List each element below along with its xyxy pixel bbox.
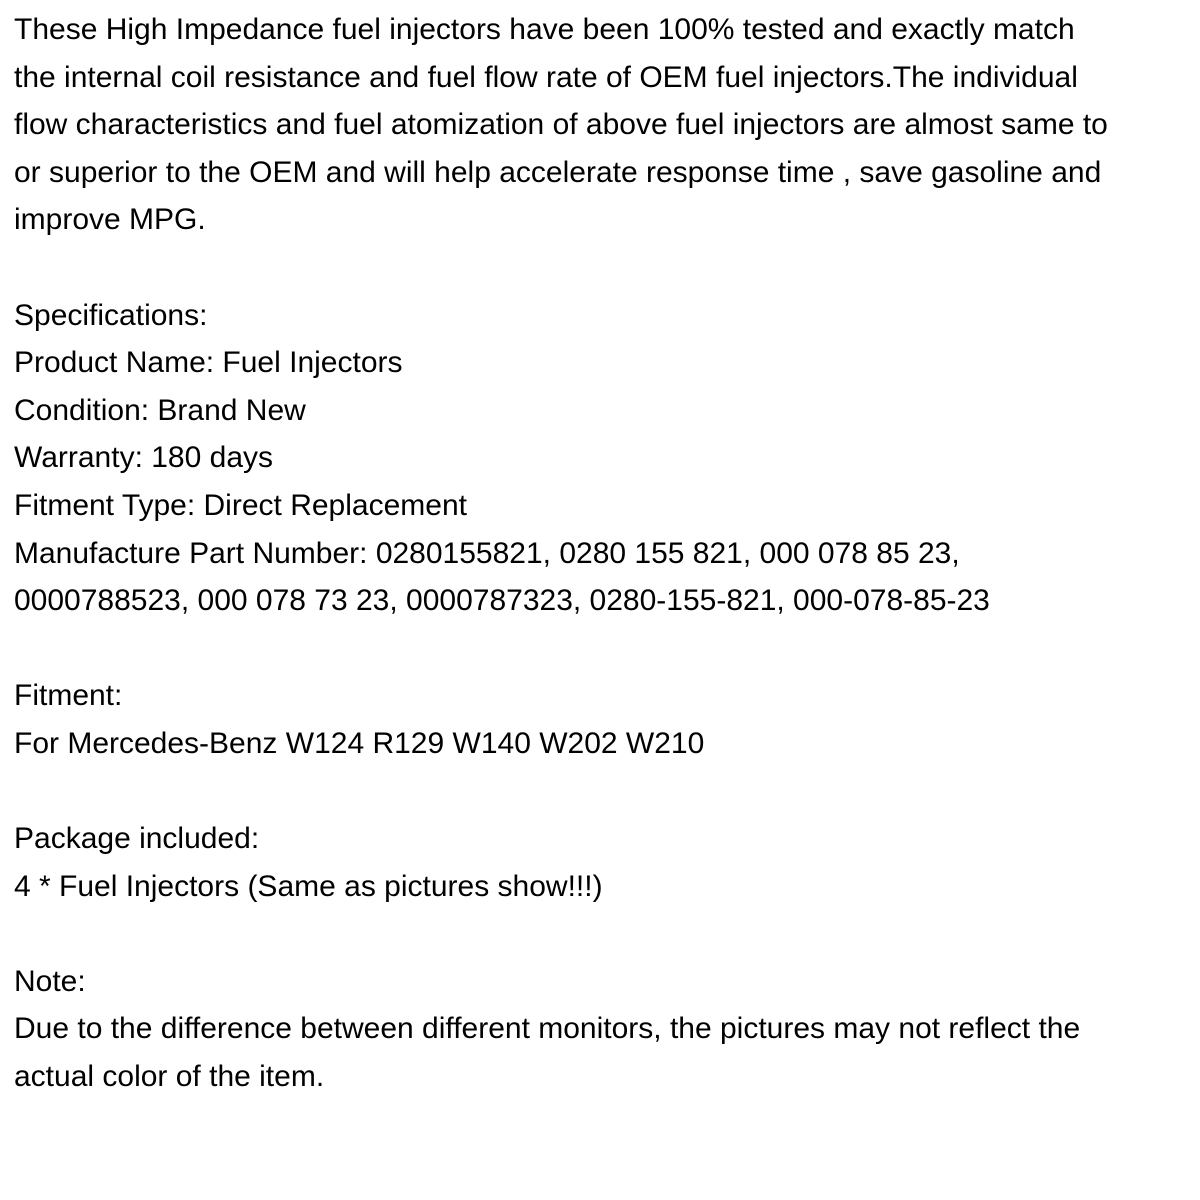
spacer — [14, 910, 1186, 958]
spacer — [14, 625, 1186, 673]
note-text: Due to the difference between different monitors, the pictures may not reflect the — [14, 1012, 1081, 1046]
specifications-heading: Specifications: — [14, 298, 208, 332]
spacer — [14, 244, 1186, 292]
package-section — [14, 815, 1186, 910]
intro-line: the internal coil resistance and fuel flow rate of OEM fuel injectors.The individual — [14, 60, 1078, 94]
spec-fitment-type: Fitment Type: Direct Replacement — [14, 488, 467, 522]
note-text-continued: actual color of the item. — [14, 1060, 325, 1094]
intro-line: These High Impedance fuel injectors have been 100% tested and exactly match — [14, 13, 1075, 46]
spec-product-name: Product Name: Fuel Injectors — [14, 346, 403, 380]
intro-line: improve MPG. — [14, 203, 206, 237]
fitment-section — [14, 672, 1186, 767]
spec-part-number: Manufacture Part Number: 0280155821, 0280 155 821, 000 078 85 23, — [14, 536, 960, 570]
note-heading: Note: — [14, 964, 86, 998]
intro-line: or superior to the OEM and will help accelerate response time , save gasoline and — [14, 155, 1102, 189]
spec-warranty: Warranty: 180 days — [14, 441, 273, 475]
spec-condition: Condition: Brand New — [14, 393, 306, 427]
package-text: 4 * Fuel Injectors (Same as pictures show!!!) — [14, 869, 603, 903]
spacer — [14, 768, 1186, 816]
intro-paragraph — [14, 6, 1186, 244]
package-heading: Package included: — [14, 822, 260, 856]
fitment-heading: Fitment: — [14, 679, 123, 713]
fitment-text: For Mercedes-Benz W124 R129 W140 W202 W210 — [14, 726, 705, 760]
intro-line: flow characteristics and fuel atomization of above fuel injectors are almost same to — [14, 108, 1108, 142]
specifications-section — [14, 292, 1186, 625]
note-section — [14, 958, 1186, 1101]
spec-part-number-continued: 0000788523, 000 078 73 23, 0000787323, 0280-155-821, 000-078-85-23 — [14, 584, 990, 618]
